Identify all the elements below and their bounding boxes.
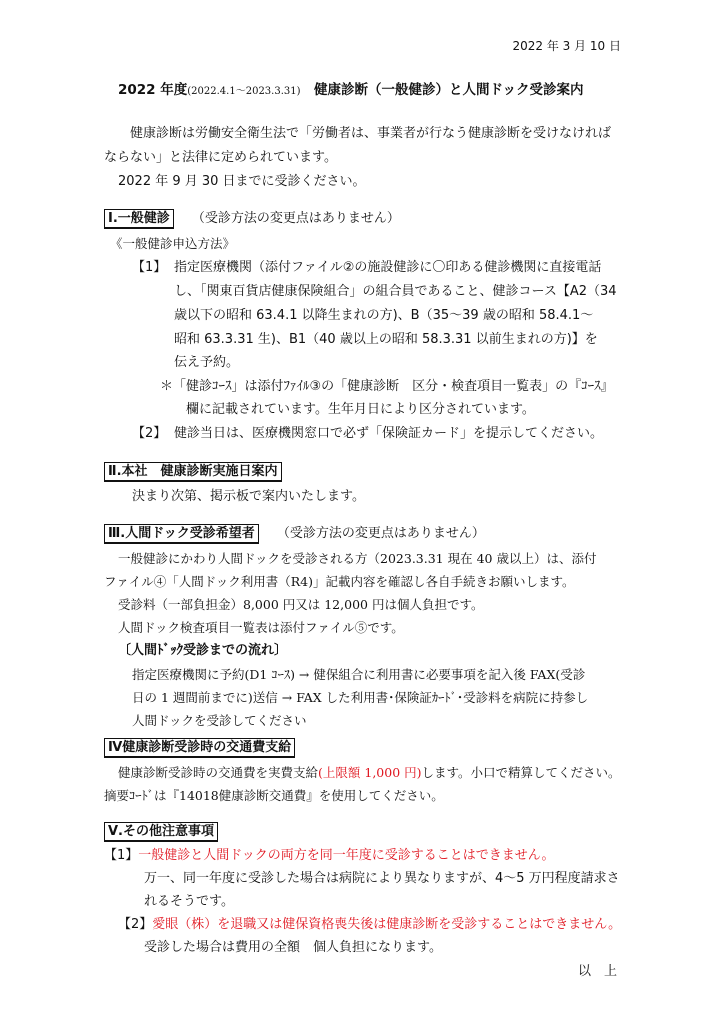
intro-line-1: 健康診断は労働安全衛生法で「労働者は、事業者が行なう健康診断を受けなければ: [130, 126, 612, 141]
section-5-item-2: [118, 915, 621, 935]
section-3-flow-line: 日の 1 週間前までに)送信 → FAX した利用書･保険証ｶｰﾄﾞ･受診料を病院に持参し: [132, 690, 589, 705]
title-main: 健康診断（一般健診）と人間ドック受診案内: [314, 82, 584, 98]
section-1-item-1-line: 指定医療機関（添付ファイル②の施設健診に〇印ある健診機関に直接電話: [174, 260, 602, 275]
intro-line-2: ならない」と法律に定められています。: [104, 150, 337, 165]
section-5-item-1-line: れるそうです。: [144, 894, 234, 909]
section-5-item-1-number: 【1】: [104, 848, 139, 863]
section-5-item-1: [104, 846, 555, 866]
section-4-limit-highlight: (上限額 1,000 円): [318, 765, 422, 780]
section-1-asterisk-note: ＊「健診ｺｰｽ」は添付ﾌｧｲﾙ③の「健康診断 区分・検査項目一覧表」の『ｺｰｽ』: [160, 379, 614, 394]
section-1-item-1-line: し、「関東百貨店健康保険組合」の組合員であること、健診コース【A2（34: [174, 284, 617, 299]
title-period: (2022.4.1～2023.3.31): [187, 86, 301, 97]
section-1-item-1-line: 伝え予約。: [174, 355, 240, 370]
section-2-body: 決まり次第、掲示板で案内いたします。: [132, 489, 365, 504]
section-4-text: します。小口で精算してください。: [421, 765, 621, 780]
section-3-flow-heading: 〔人間ﾄﾞｯｸ受診までの流れ〕: [118, 643, 288, 658]
section-3-line: 受診料（一部負担金）8,000 円又は 12,000 円は個人負担です。: [118, 597, 484, 612]
section-1-heading: Ⅰ.一般健診: [104, 209, 174, 229]
section-4-header: [104, 738, 295, 758]
section-4-line-2: 摘要ｺｰﾄﾞは『14018健康診断交通費』を使用してください。: [104, 788, 444, 803]
section-1-note: （受診方法の変更点はありません）: [191, 211, 400, 226]
section-2-header: [104, 462, 282, 482]
section-5-item-1-line: 万一、同一年度に受診した場合は病院により異なりますが、4～5 万円程度請求さ: [144, 871, 620, 886]
section-5-item-2-warning: 愛眼（株）を退職又は健保資格喪失後は: [152, 917, 387, 932]
section-3-heading: Ⅲ.人間ドック受診希望者: [104, 524, 259, 544]
section-3-line: 人間ドック検査項目一覧表は添付ファイル⑤です。: [118, 620, 404, 635]
section-5-item-2-warning: 健康診断を受診することはできません。: [386, 917, 622, 932]
section-1-item-2-text: 健診当日は、医療機関窓口で必ず「保険証カード」を提示してください。: [174, 426, 604, 441]
intro-deadline: 2022 年 9 月 30 日までに受診ください。: [118, 174, 366, 189]
section-1-item-2-number: 【2】: [132, 426, 167, 441]
section-1-subheading: 《一般健診申込方法》: [110, 236, 236, 251]
section-3-header: [104, 524, 485, 544]
section-3-line: ファイル④「人間ドック利用書（R4)」記載内容を確認し各自手続きお願いします。: [104, 574, 575, 589]
section-1-item-1-line: 昭和 63.3.31 生)、B1（40 歳以上の昭和 58.3.31 以前生まれの方)】を: [174, 332, 598, 347]
section-1-asterisk-note: 欄に記載されています。生年月日により区分されています。: [186, 402, 535, 417]
closing-text: 以 上: [578, 964, 618, 979]
section-5-heading: Ⅴ.その他注意事項: [104, 822, 218, 842]
section-5-item-2-number: 【2】: [118, 917, 153, 932]
document-title: [118, 80, 583, 102]
section-1-header: [104, 209, 400, 229]
section-1-item-1-number: 【1】: [132, 260, 167, 275]
section-5-item-1-warning: 一般健診と人間ドックの両方を同一年度に受診することはできません。: [138, 848, 555, 863]
section-3-flow-line: 指定医療機関に予約(D1 ｺｰｽ) → 健保組合に利用書に必要事項を記入後 FAX(受診: [132, 667, 586, 682]
section-3-note: （受診方法の変更点はありません）: [276, 526, 485, 541]
section-5-header: [104, 822, 218, 842]
section-3-line: 一般健診にかわり人間ドックを受診される方（2023.3.31 現在 40 歳以上）は、添付: [118, 551, 597, 566]
section-1-item-1-line: 歳以下の昭和 63.4.1 以降生まれの方)、B（35～39 歳の昭和 58.4.1～: [174, 308, 594, 323]
section-4-heading: Ⅳ健康診断受診時の交通費支給: [104, 738, 295, 758]
document-date: 2022 年 3 月 10 日: [512, 39, 621, 53]
section-3-flow-line: 人間ドックを受診してください: [132, 713, 307, 728]
section-4-line-1: [118, 763, 621, 783]
section-4-text: 健康診断受診時の交通費を実費支給: [118, 765, 319, 780]
section-2-heading: Ⅱ.本社 健康診断実施日案内: [104, 462, 282, 482]
section-5-item-2-line: 受診した場合は費用の全額 個人負担になります。: [144, 940, 442, 955]
title-year: 2022 年度: [118, 82, 188, 98]
